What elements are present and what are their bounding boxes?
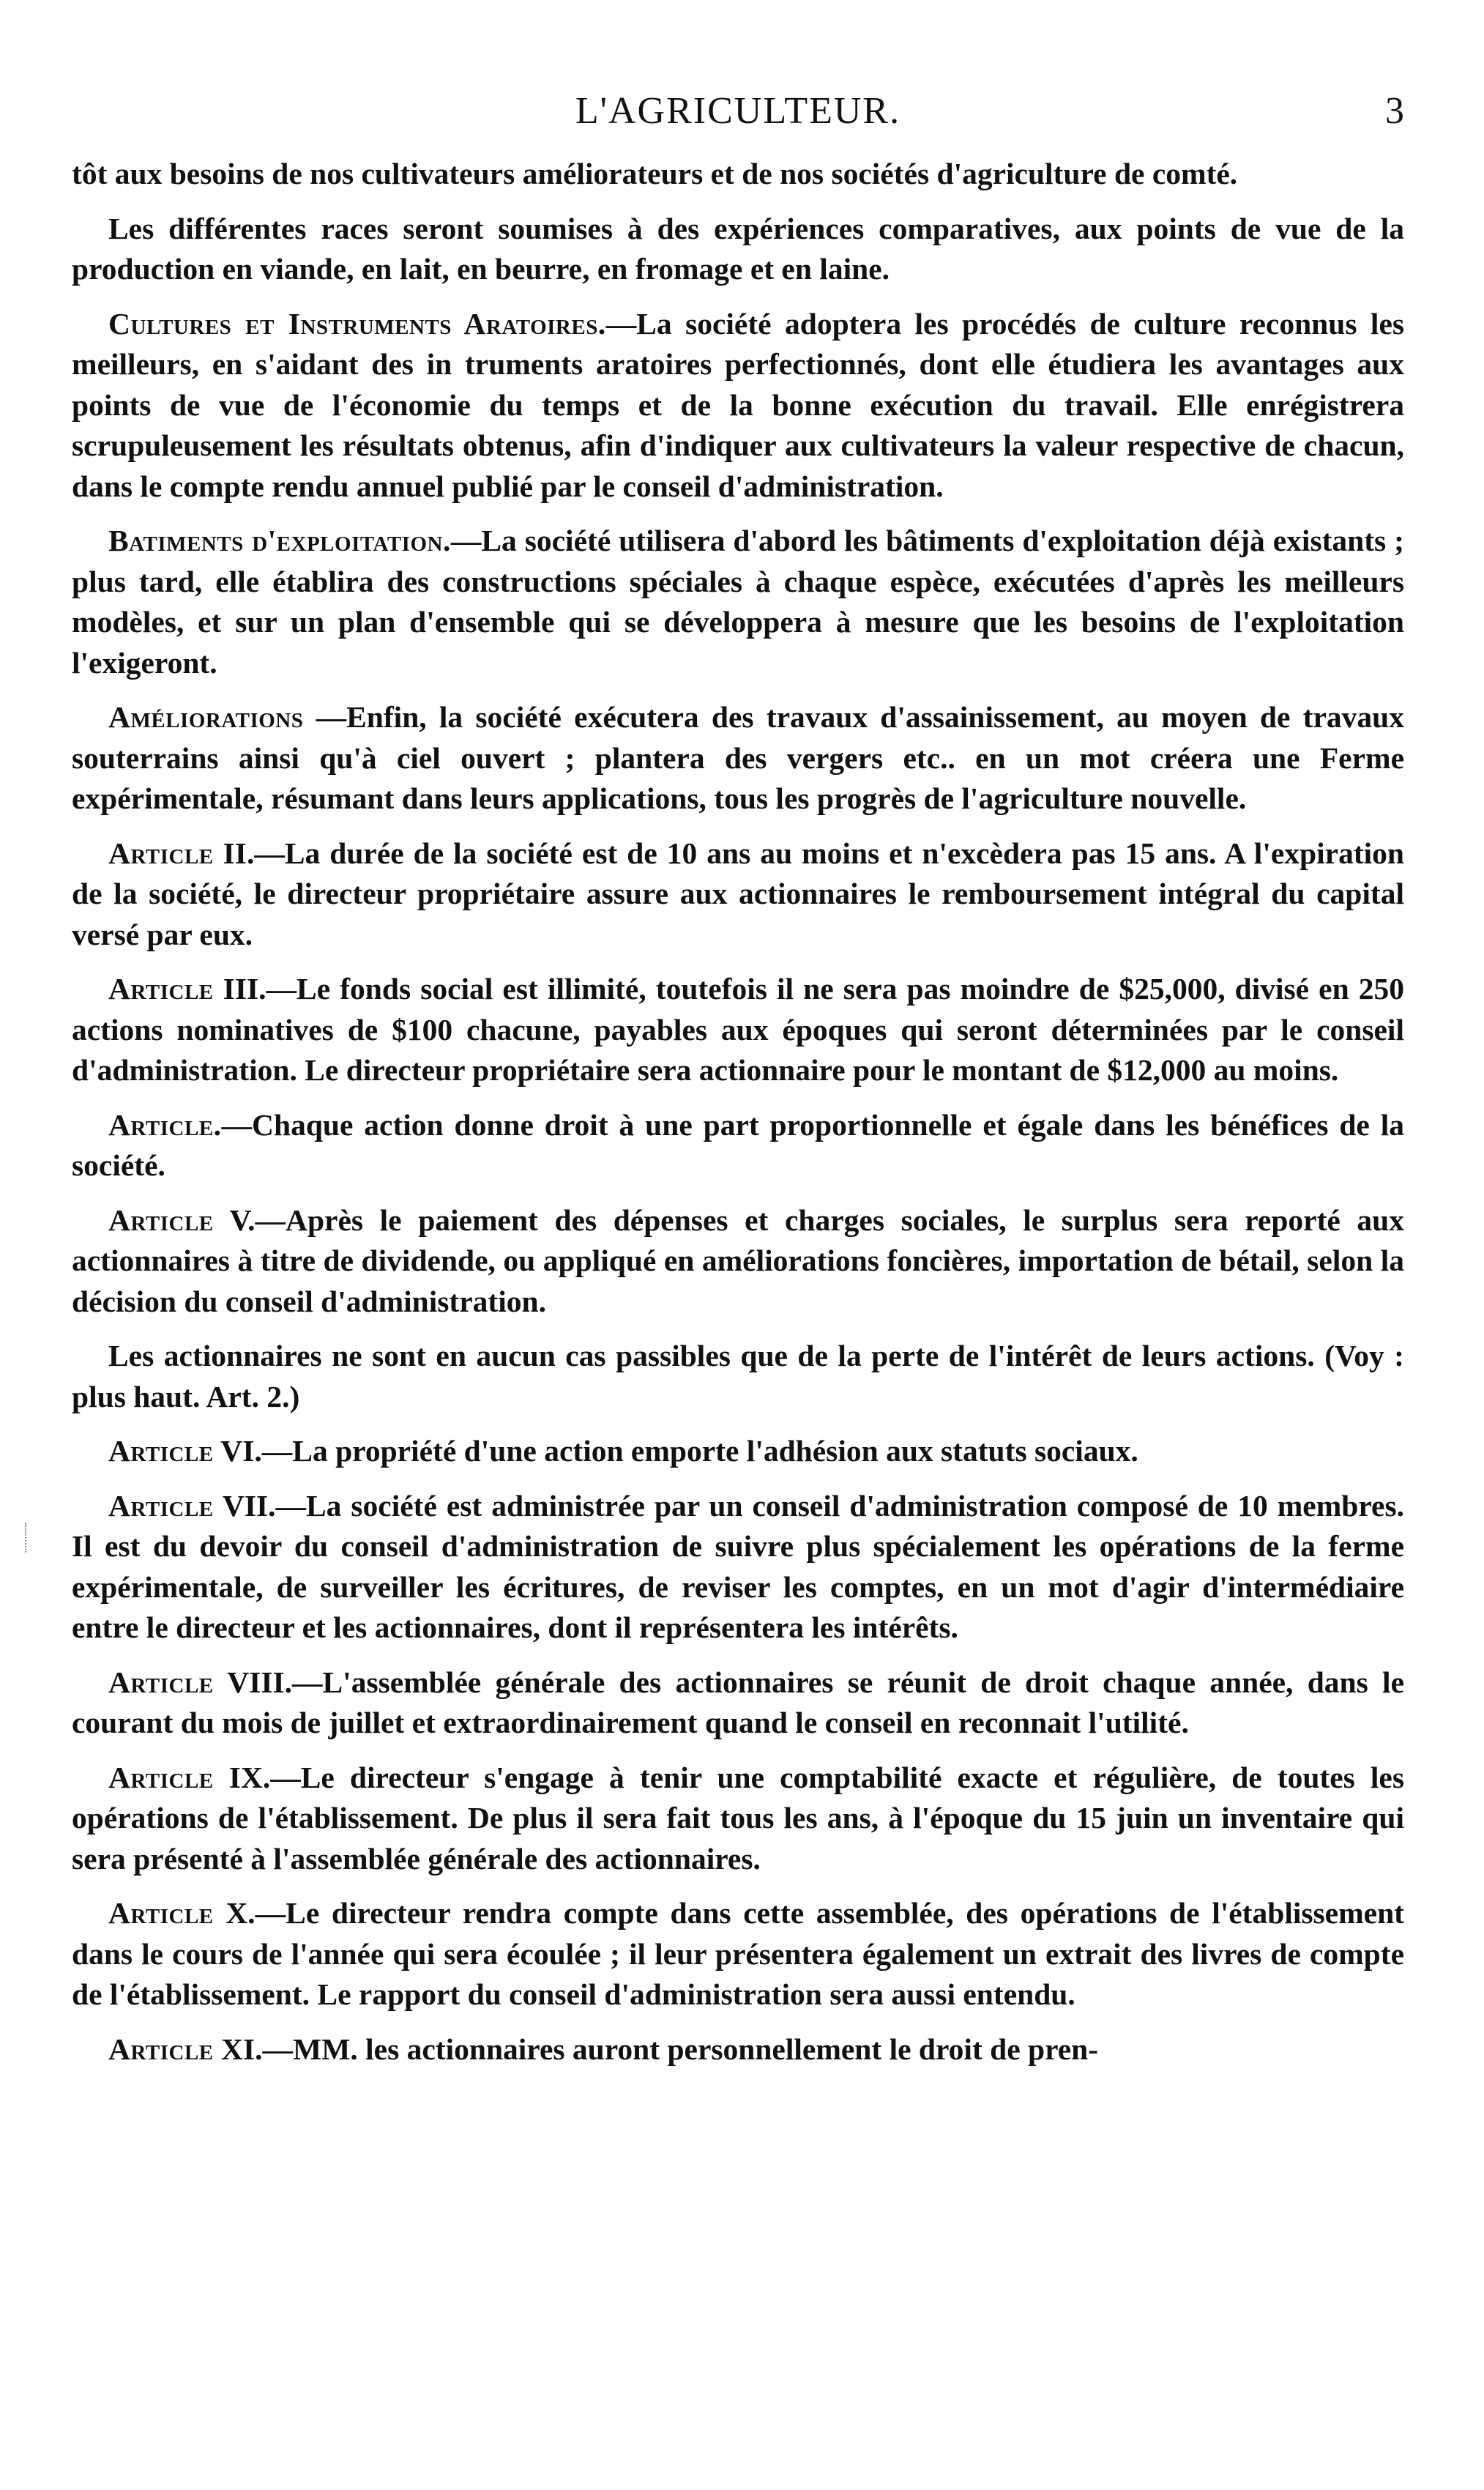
paragraph-text: III.—Le fonds social est illimité, toutefois il ne sera pas moindre de $25,000, divisé en 250 actions nominatives de $100 chacune, payables aux époques qui seront déterminées par le conseil d'administration. Le directeur propriétaire sera actionnaire pour le montant de $12,000 au moins.: [72, 972, 1404, 1087]
paragraph-text: VI.—La propriété d'une action emporte l'adhésion aux statuts sociaux.: [213, 1434, 1138, 1468]
paragraph-text: IX.—Le directeur s'engage à tenir une comptabilité exacte et régulière, de toutes les opérations de l'établissement. De plus il sera fait tous les ans, à l'époque du 15 juin un inventaire qui sera présenté à l'assemblée générale des actionnaires.: [72, 1760, 1404, 1876]
paragraph-15: [72, 1893, 1404, 2015]
paragraph-1: [72, 154, 1404, 195]
paragraph-text: —Enfin, la société exécutera des travaux d'assainissement, au moyen de travaux souterrains ainsi qu'à ciel ouvert ; plantera des vergers etc.. en un mot créera une Ferme expérimentale, résumant dans leurs applications, tous les progrès de l'agriculture nouvelle.: [72, 700, 1404, 815]
paragraph-lead: Article: [108, 972, 214, 1006]
margin-scan-mark: [25, 1523, 29, 1553]
paragraph-lead: Article.: [108, 1107, 222, 1142]
paragraph-text: —La société utilisera d'abord les bâtiments d'exploitation déjà existants ; plus tard, elle établira des constructions spéciales à chaque espèce, exécutées d'après les meilleurs modèles, et sur un plan d'ensemble qui se développera à mesure que les besoins de l'exploitation l'exigeront.: [72, 524, 1404, 680]
paragraph-text: VIII.—L'assemblée générale des actionnaires se réunit de droit chaque année, dans le courant du mois de juillet et extraordinairement quand le conseil en reconnait l'utilité.: [72, 1665, 1404, 1739]
paragraph-text: Les actionnaires ne sont en aucun cas passibles que de la perte de l'intérêt de leurs actions. (Voy : plus haut. Art. 2.): [72, 1339, 1404, 1413]
paragraph-9: [72, 1200, 1404, 1323]
page-number: 3: [1385, 90, 1404, 132]
paragraph-text: Les différentes races seront soumises à des expériences comparatives, aux points de vue de la production en viande, en lait, en beurre, en fromage et en laine.: [72, 211, 1404, 286]
paragraph-8: [72, 1105, 1404, 1186]
paragraph-11: [72, 1431, 1404, 1472]
paragraph-text: XI.—MM. les actionnaires auront personnellement le droit de pren-: [213, 2032, 1099, 2066]
paragraph-14: [72, 1758, 1404, 1880]
paragraph-5: [72, 697, 1404, 820]
paragraph-text: —Chaque action donne droit à une part proportionnelle et égale dans les bénéfices de la société.: [72, 1107, 1404, 1182]
paragraph-13: [72, 1662, 1404, 1744]
paragraph-text: V.—Après le paiement des dépenses et charges sociales, le surplus sera reporté aux actionnaires à titre de dividende, ou appliqué en améliorations foncières, importation de bétail, selon la décision du conseil d'administration.: [72, 1203, 1404, 1318]
paragraph-lead: Article: [108, 836, 214, 870]
paragraph-7: [72, 969, 1404, 1091]
document-page: [72, 89, 1404, 2084]
paragraph-lead: Article: [108, 1896, 214, 1930]
paragraph-text: VII.—La société est administrée par un conseil d'administration composé de 10 membres. Il est du devoir du conseil d'administration de suivre plus spécialement les opérations de la ferme expérimentale, de surveiller les écritures, de reviser les comptes, en un mot d'agir d'intermédiaire entre le directeur et les actionnaires, dont il représentera les intérêts.: [72, 1488, 1404, 1644]
paragraph-12: [72, 1486, 1404, 1649]
paragraph-lead: Améliorations: [108, 700, 304, 734]
paragraph-lead: Article: [108, 2032, 214, 2066]
running-title: L'AGRICULTEUR.: [575, 90, 901, 132]
paragraph-lead: Article: [108, 1665, 214, 1699]
paragraph-text: II.—La durée de la société est de 10 ans au moins et n'excèdera pas 15 ans. A l'expiration de la société, le directeur propriétaire assure aux actionnaires le remboursement intégral du capital versé par eux.: [72, 836, 1404, 951]
page-header: [72, 89, 1404, 154]
paragraph-text: X.—Le directeur rendra compte dans cette assemblée, des opérations de l'établissement dans le cours de l'année qui sera écoulée ; il leur présentera également un extrait des livres de compte de l'établissement. Le rapport du conseil d'administration sera aussi entendu.: [72, 1896, 1404, 2011]
paragraph-text: tôt aux besoins de nos cultivateurs améliorateurs et de nos sociétés d'agriculture de comté.: [72, 157, 1238, 190]
paragraph-lead: Cultures et Instruments Aratoires.: [108, 306, 606, 341]
paragraph-lead: Article: [108, 1488, 214, 1523]
paragraph-4: [72, 521, 1404, 683]
paragraph-16: [72, 2029, 1404, 2070]
paragraph-lead: Article: [108, 1760, 214, 1794]
paragraph-text: —La société adoptera les procédés de culture reconnus les meilleurs, en s'aidant des in truments aratoires perfectionnés, dont elle étudiera les avantages aux points de vue de l'économie du temps et de la bonne exécution du travail. Elle enrégistrera scrupuleusement les résultats obtenus, afin d'indiquer aux cultivateurs la valeur respective de chacun, dans le compte rendu annuel publié par le conseil d'administration.: [72, 306, 1405, 503]
paragraph-6: [72, 833, 1404, 956]
paragraph-lead: Article: [108, 1434, 214, 1468]
paragraph-2: [72, 209, 1404, 290]
document-body: [72, 154, 1404, 2070]
paragraph-lead: Batiments d'exploitation.: [108, 524, 451, 557]
paragraph-3: [72, 304, 1404, 508]
paragraph-10: [72, 1336, 1404, 1417]
paragraph-lead: Article: [108, 1203, 214, 1237]
